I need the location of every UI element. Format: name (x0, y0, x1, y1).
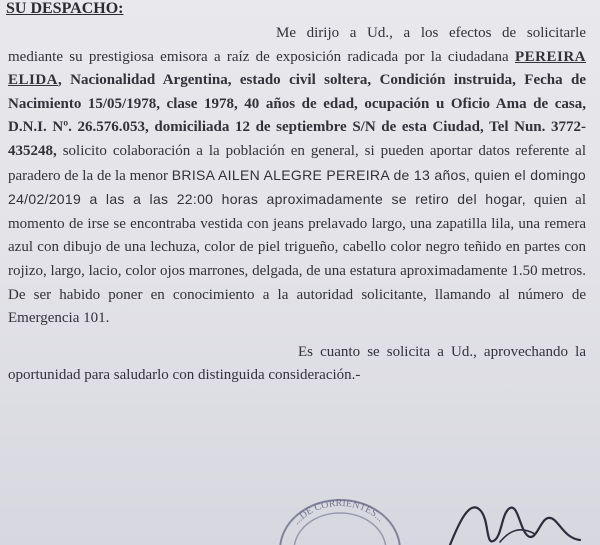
text-description: quien al momento de irse se encontraba vestida con jeans prelavado largo, una zapatilla lila, una remera azul con dibujo de una lechuza, color de piel trigueño, cabello color negro teñido en partes con rojizo, largo, lacio, color ojos marrones, delgada, de una estatura aproximadamente 1.50 metros. De ser habido poner en conocimiento a la autoridad solicitante, llamando al número de Emergencia 101. (8, 192, 586, 327)
text-request: solicito colaboración a la población en general, si pueden aportar datos referente al paradero de la de la menor (8, 142, 586, 184)
heading-su-despacho: SU DESPACHO: (6, 0, 124, 17)
letter-body (8, 22, 586, 388)
complainant-name: PEREIRA ELIDA (8, 48, 586, 89)
official-seal (270, 488, 410, 545)
signature (440, 490, 590, 545)
minor-details: BRISA AILEN ALEGRE PEREIRA de 13 años, quien el domingo 24/02/2019 a las a las 22:00 horas aproximadamente se retiro del hogar, (8, 166, 587, 208)
paragraph-request (8, 22, 586, 331)
text-intro: Me dirijo a Ud., a los efectos de solicitarle mediante su prestigiosa emisora a raíz de exposición radicada por la ciudadana (8, 25, 586, 65)
paragraph-closing: Es cuanto se solicita a Ud., aprovechando la oportunidad para saludarlo con distinguida consideración.- (8, 343, 586, 384)
seal-text: ...DE CORRIENTES... (291, 497, 386, 527)
complainant-details: , Nacionalidad Argentina, estado civil soltera, Condición instruida, Fecha de Nacimiento 15/05/1978, clase 1978, 40 años de edad, ocupación u Oficio Ama de casa, D.N.I. Nº. 26.576.053, domiciliada 12 de septiembre S/N de esta Ciudad, Tel Nun. 3772-435248, (8, 72, 586, 159)
